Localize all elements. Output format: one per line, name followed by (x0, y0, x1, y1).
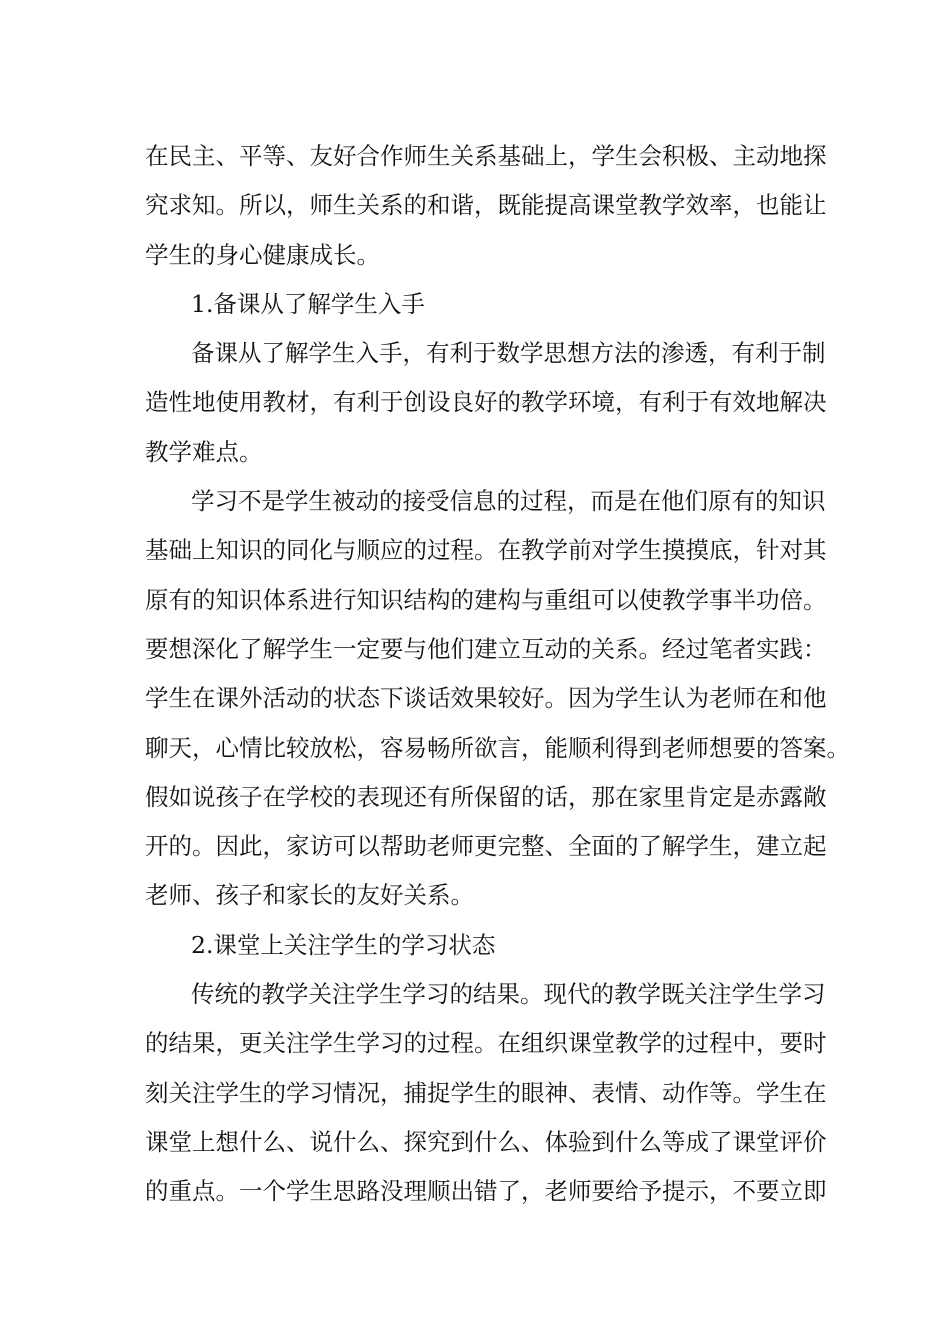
text-line: 老师、孩子和家长的友好关系。 (145, 881, 474, 910)
text-line: 在民主、平等、友好合作师生关系基础上，学生会积极、主动地探 (145, 142, 827, 170)
text-line: 学生的身心健康成长。 (145, 240, 380, 269)
text-line: 基础上知识的同化与顺应的过程。在教学前对学生摸摸底，针对其 (145, 536, 827, 565)
text-line: 传统的教学关注学生学习的结果。现代的教学既关注学生学习 (191, 980, 826, 1009)
text-line: 刻关注学生的学习情况，捕捉学生的眼神、表情、动作等。学生在 (145, 1078, 827, 1107)
text-line: 的结果，更关注学生学习的过程。在组织课堂教学的过程中，要时 (145, 1029, 827, 1058)
section-heading-1: 1.备课从了解学生入手 (191, 289, 425, 318)
text-line: 备课从了解学生入手，有利于数学思想方法的渗透，有利于制 (191, 339, 826, 368)
text-line: 原有的知识体系进行知识结构的建构与重组可以使教学事半功倍。 (145, 585, 827, 614)
text-line: 的重点。一个学生思路没理顺出错了，老师要给予提示，不要立即 (145, 1177, 827, 1206)
text-line: 学生在课外活动的状态下谈话效果较好。因为学生认为老师在和他 (145, 684, 827, 713)
text-line: 要想深化了解学生一定要与他们建立互动的关系。经过笔者实践： (145, 634, 827, 663)
section-heading-2: 2.课堂上关注学生的学习状态 (191, 930, 496, 959)
text-line: 学习不是学生被动的接受信息的过程，而是在他们原有的知识 (191, 487, 826, 516)
text-line: 课堂上想什么、说什么、探究到什么、体验到什么等成了课堂评价 (145, 1127, 827, 1156)
text-line: 造性地使用教材，有利于创设良好的教学环境，有利于有效地解决 (145, 388, 827, 417)
body-text (145, 132, 850, 1217)
text-line: 究求知。所以，师生关系的和谐，既能提高课堂教学效率，也能让 (145, 191, 827, 220)
text-line: 聊天，心情比较放松，容易畅所欲言，能顺利得到老师想要的答案。 (145, 733, 850, 762)
text-line: 假如说孩子在学校的表现还有所保留的话，那在家里肯定是赤露敞 (145, 782, 827, 811)
text-line: 教学难点。 (145, 437, 263, 466)
text-line: 开的。因此，家访可以帮助老师更完整、全面的了解学生，建立起 (145, 832, 827, 861)
